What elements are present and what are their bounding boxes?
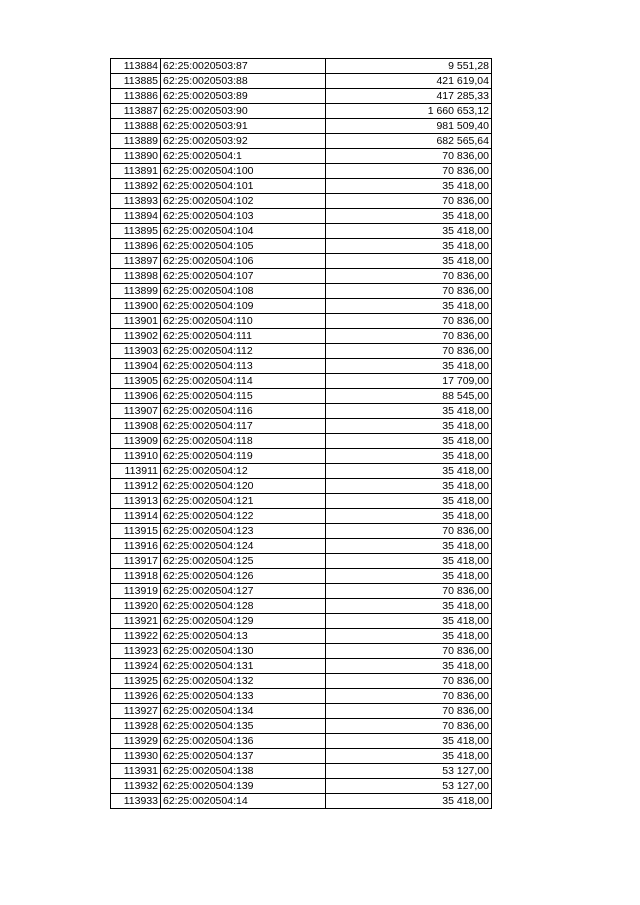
- value-cell: 35 418,00: [326, 254, 492, 269]
- table-row: [111, 134, 492, 149]
- cadastral-number-cell: 62:25:0020504:121: [161, 494, 326, 509]
- table-row: [111, 794, 492, 809]
- cadastral-number-cell: 62:25:0020504:136: [161, 734, 326, 749]
- table-row: [111, 89, 492, 104]
- row-id-cell: 113913: [111, 494, 161, 509]
- cadastral-number-cell: 62:25:0020503:91: [161, 119, 326, 134]
- row-id-cell: 113899: [111, 284, 161, 299]
- row-id-cell: 113890: [111, 149, 161, 164]
- row-id-cell: 113909: [111, 434, 161, 449]
- table-row: [111, 509, 492, 524]
- cadastral-number-cell: 62:25:0020503:89: [161, 89, 326, 104]
- value-cell: 35 418,00: [326, 494, 492, 509]
- row-id-cell: 113888: [111, 119, 161, 134]
- value-cell: 88 545,00: [326, 389, 492, 404]
- row-id-cell: 113898: [111, 269, 161, 284]
- cadastral-number-cell: 62:25:0020504:113: [161, 359, 326, 374]
- table-row: [111, 479, 492, 494]
- row-id-cell: 113912: [111, 479, 161, 494]
- value-cell: 417 285,33: [326, 89, 492, 104]
- row-id-cell: 113895: [111, 224, 161, 239]
- row-id-cell: 113894: [111, 209, 161, 224]
- row-id-cell: 113904: [111, 359, 161, 374]
- cadastral-number-cell: 62:25:0020504:118: [161, 434, 326, 449]
- value-cell: 70 836,00: [326, 284, 492, 299]
- row-id-cell: 113914: [111, 509, 161, 524]
- row-id-cell: 113911: [111, 464, 161, 479]
- value-cell: 70 836,00: [326, 344, 492, 359]
- row-id-cell: 113920: [111, 599, 161, 614]
- value-cell: 35 418,00: [326, 449, 492, 464]
- value-cell: 70 836,00: [326, 329, 492, 344]
- table-row: [111, 404, 492, 419]
- table-row: [111, 299, 492, 314]
- row-id-cell: 113925: [111, 674, 161, 689]
- table-row: [111, 389, 492, 404]
- table-row: [111, 179, 492, 194]
- table-row: [111, 224, 492, 239]
- cadastral-number-cell: 62:25:0020504:135: [161, 719, 326, 734]
- cadastral-number-cell: 62:25:0020504:101: [161, 179, 326, 194]
- value-cell: 70 836,00: [326, 689, 492, 704]
- value-cell: 17 709,00: [326, 374, 492, 389]
- row-id-cell: 113916: [111, 539, 161, 554]
- value-cell: 70 836,00: [326, 269, 492, 284]
- row-id-cell: 113908: [111, 419, 161, 434]
- value-cell: 1 660 653,12: [326, 104, 492, 119]
- cadastral-number-cell: 62:25:0020504:105: [161, 239, 326, 254]
- value-cell: 35 418,00: [326, 464, 492, 479]
- cadastral-number-cell: 62:25:0020503:90: [161, 104, 326, 119]
- row-id-cell: 113919: [111, 584, 161, 599]
- table-row: [111, 104, 492, 119]
- row-id-cell: 113903: [111, 344, 161, 359]
- cadastral-number-cell: 62:25:0020503:92: [161, 134, 326, 149]
- cadastral-number-cell: 62:25:0020503:88: [161, 74, 326, 89]
- table-row: [111, 704, 492, 719]
- value-cell: 35 418,00: [326, 554, 492, 569]
- table-row: [111, 209, 492, 224]
- table-row: [111, 59, 492, 74]
- table-row: [111, 599, 492, 614]
- row-id-cell: 113923: [111, 644, 161, 659]
- value-cell: 35 418,00: [326, 359, 492, 374]
- value-cell: 70 836,00: [326, 524, 492, 539]
- table-row: [111, 449, 492, 464]
- row-id-cell: 113889: [111, 134, 161, 149]
- row-id-cell: 113915: [111, 524, 161, 539]
- cadastral-number-cell: 62:25:0020504:106: [161, 254, 326, 269]
- cadastral-number-cell: 62:25:0020504:14: [161, 794, 326, 809]
- cadastral-number-cell: 62:25:0020504:133: [161, 689, 326, 704]
- table-row: [111, 614, 492, 629]
- row-id-cell: 113918: [111, 569, 161, 584]
- cadastral-number-cell: 62:25:0020504:108: [161, 284, 326, 299]
- row-id-cell: 113924: [111, 659, 161, 674]
- table-row: [111, 539, 492, 554]
- value-cell: 35 418,00: [326, 734, 492, 749]
- value-cell: 35 418,00: [326, 749, 492, 764]
- value-cell: 35 418,00: [326, 404, 492, 419]
- value-cell: 35 418,00: [326, 539, 492, 554]
- row-id-cell: 113885: [111, 74, 161, 89]
- table-row: [111, 779, 492, 794]
- table-row: [111, 74, 492, 89]
- row-id-cell: 113932: [111, 779, 161, 794]
- cadastral-number-cell: 62:25:0020504:120: [161, 479, 326, 494]
- table-row: [111, 569, 492, 584]
- row-id-cell: 113897: [111, 254, 161, 269]
- table-row: [111, 584, 492, 599]
- table-row: [111, 314, 492, 329]
- table-row: [111, 749, 492, 764]
- table-row: [111, 149, 492, 164]
- value-cell: 981 509,40: [326, 119, 492, 134]
- value-cell: 35 418,00: [326, 209, 492, 224]
- table-row: [111, 344, 492, 359]
- value-cell: 35 418,00: [326, 299, 492, 314]
- table-row: [111, 659, 492, 674]
- table-row: [111, 524, 492, 539]
- value-cell: 421 619,04: [326, 74, 492, 89]
- row-id-cell: 113906: [111, 389, 161, 404]
- value-cell: 35 418,00: [326, 659, 492, 674]
- value-cell: 9 551,28: [326, 59, 492, 74]
- cadastral-number-cell: 62:25:0020504:124: [161, 539, 326, 554]
- cadastral-number-cell: 62:25:0020504:132: [161, 674, 326, 689]
- table-row: [111, 644, 492, 659]
- value-cell: 35 418,00: [326, 509, 492, 524]
- value-cell: 35 418,00: [326, 794, 492, 809]
- cadastral-number-cell: 62:25:0020503:87: [161, 59, 326, 74]
- table-row: [111, 164, 492, 179]
- value-cell: 35 418,00: [326, 479, 492, 494]
- value-cell: 35 418,00: [326, 419, 492, 434]
- cadastral-number-cell: 62:25:0020504:134: [161, 704, 326, 719]
- row-id-cell: 113917: [111, 554, 161, 569]
- value-cell: 53 127,00: [326, 779, 492, 794]
- row-id-cell: 113929: [111, 734, 161, 749]
- value-cell: 70 836,00: [326, 719, 492, 734]
- value-cell: 70 836,00: [326, 314, 492, 329]
- row-id-cell: 113905: [111, 374, 161, 389]
- cadastral-number-cell: 62:25:0020504:13: [161, 629, 326, 644]
- table-row: [111, 434, 492, 449]
- cadastral-number-cell: 62:25:0020504:104: [161, 224, 326, 239]
- cadastral-number-cell: 62:25:0020504:12: [161, 464, 326, 479]
- row-id-cell: 113887: [111, 104, 161, 119]
- cadastral-number-cell: 62:25:0020504:123: [161, 524, 326, 539]
- value-cell: 70 836,00: [326, 194, 492, 209]
- cadastral-number-cell: 62:25:0020504:139: [161, 779, 326, 794]
- cadastral-number-cell: 62:25:0020504:138: [161, 764, 326, 779]
- value-cell: 70 836,00: [326, 704, 492, 719]
- table-row: [111, 719, 492, 734]
- table-row: [111, 329, 492, 344]
- table-row: [111, 254, 492, 269]
- value-cell: 35 418,00: [326, 179, 492, 194]
- cadastral-number-cell: 62:25:0020504:115: [161, 389, 326, 404]
- value-cell: 35 418,00: [326, 614, 492, 629]
- row-id-cell: 113891: [111, 164, 161, 179]
- table-row: [111, 734, 492, 749]
- cadastral-number-cell: 62:25:0020504:112: [161, 344, 326, 359]
- table-row: [111, 359, 492, 374]
- row-id-cell: 113896: [111, 239, 161, 254]
- table-row: [111, 239, 492, 254]
- row-id-cell: 113907: [111, 404, 161, 419]
- cadastral-number-cell: 62:25:0020504:137: [161, 749, 326, 764]
- value-cell: 35 418,00: [326, 599, 492, 614]
- cadastral-number-cell: 62:25:0020504:122: [161, 509, 326, 524]
- table-row: [111, 419, 492, 434]
- row-id-cell: 113900: [111, 299, 161, 314]
- value-cell: 70 836,00: [326, 674, 492, 689]
- value-cell: 682 565,64: [326, 134, 492, 149]
- value-cell: 70 836,00: [326, 644, 492, 659]
- row-id-cell: 113901: [111, 314, 161, 329]
- row-id-cell: 113931: [111, 764, 161, 779]
- cadastral-number-cell: 62:25:0020504:102: [161, 194, 326, 209]
- value-cell: 35 418,00: [326, 239, 492, 254]
- table-body: [111, 59, 492, 809]
- cadastral-number-cell: 62:25:0020504:117: [161, 419, 326, 434]
- cadastral-number-cell: 62:25:0020504:126: [161, 569, 326, 584]
- cadastral-number-cell: 62:25:0020504:110: [161, 314, 326, 329]
- row-id-cell: 113933: [111, 794, 161, 809]
- row-id-cell: 113928: [111, 719, 161, 734]
- cadastral-number-cell: 62:25:0020504:125: [161, 554, 326, 569]
- cadastral-number-cell: 62:25:0020504:100: [161, 164, 326, 179]
- row-id-cell: 113886: [111, 89, 161, 104]
- value-cell: 35 418,00: [326, 569, 492, 584]
- cadastral-number-cell: 62:25:0020504:119: [161, 449, 326, 464]
- table-row: [111, 764, 492, 779]
- value-cell: 70 836,00: [326, 584, 492, 599]
- row-id-cell: 113910: [111, 449, 161, 464]
- table-row: [111, 494, 492, 509]
- cadastral-number-cell: 62:25:0020504:109: [161, 299, 326, 314]
- row-id-cell: 113927: [111, 704, 161, 719]
- table-row: [111, 269, 492, 284]
- cadastral-number-cell: 62:25:0020504:128: [161, 599, 326, 614]
- row-id-cell: 113892: [111, 179, 161, 194]
- cadastral-number-cell: 62:25:0020504:1: [161, 149, 326, 164]
- value-cell: 70 836,00: [326, 149, 492, 164]
- cadastral-number-cell: 62:25:0020504:116: [161, 404, 326, 419]
- cadastral-number-cell: 62:25:0020504:111: [161, 329, 326, 344]
- row-id-cell: 113922: [111, 629, 161, 644]
- row-id-cell: 113926: [111, 689, 161, 704]
- data-table: [110, 58, 492, 809]
- row-id-cell: 113884: [111, 59, 161, 74]
- table-row: [111, 284, 492, 299]
- row-id-cell: 113902: [111, 329, 161, 344]
- row-id-cell: 113930: [111, 749, 161, 764]
- table-row: [111, 554, 492, 569]
- table-row: [111, 464, 492, 479]
- value-cell: 35 418,00: [326, 224, 492, 239]
- cadastral-number-cell: 62:25:0020504:103: [161, 209, 326, 224]
- table-row: [111, 689, 492, 704]
- value-cell: 35 418,00: [326, 434, 492, 449]
- cadastral-number-cell: 62:25:0020504:131: [161, 659, 326, 674]
- row-id-cell: 113921: [111, 614, 161, 629]
- table-row: [111, 629, 492, 644]
- cadastral-number-cell: 62:25:0020504:107: [161, 269, 326, 284]
- cadastral-number-cell: 62:25:0020504:130: [161, 644, 326, 659]
- table-row: [111, 119, 492, 134]
- row-id-cell: 113893: [111, 194, 161, 209]
- value-cell: 70 836,00: [326, 164, 492, 179]
- value-cell: 35 418,00: [326, 629, 492, 644]
- cadastral-number-cell: 62:25:0020504:127: [161, 584, 326, 599]
- cadastral-number-cell: 62:25:0020504:129: [161, 614, 326, 629]
- cadastral-number-cell: 62:25:0020504:114: [161, 374, 326, 389]
- table-row: [111, 194, 492, 209]
- value-cell: 53 127,00: [326, 764, 492, 779]
- table-row: [111, 674, 492, 689]
- table-row: [111, 374, 492, 389]
